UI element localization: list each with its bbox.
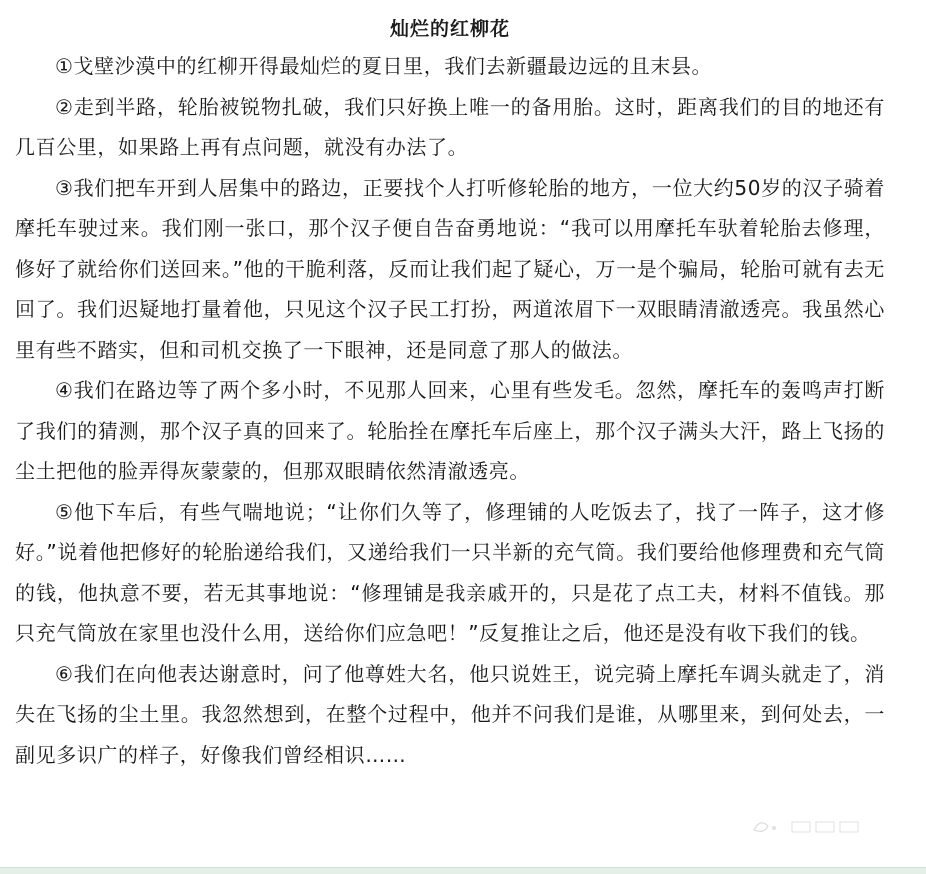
paragraph-3: ③我们把车开到人居集中的路边，正要找个人打听修轮胎的地方，一位大约50岁的汉子骑着摩托车驶过来。我们刚一张口，那个汉子便自告奋勇地说：“我可以用摩托车驮着轮胎去修理，修好了就给你们送回来。”他的干脆利落，反而让我们起了疑心，万一是个骗局，轮胎可就有去无回了。我们迟疑地打量着他，只见这个汉子民工打扮，两道浓眉下一双眼睛清澈透亮。我虽然心里有些不踏实，但和司机交换了一下眼神，还是同意了那人的做法。 xyxy=(15,175,885,362)
paragraph-1: ①戈壁沙漠中的红柳开得最灿烂的夏日里，我们去新疆最边远的且末县。 xyxy=(55,54,713,78)
article-title: 灿烂的红柳花 xyxy=(389,18,510,40)
article xyxy=(15,14,885,775)
paragraph-2: ②走到半路，轮胎被锐物扎破，我们只好换上唯一的备用胎。这时，距离我们的目的地还有几百公里，如果路上再有点问题，就没有办法了。 xyxy=(15,94,885,159)
watermark-logo xyxy=(748,812,878,840)
bottom-divider xyxy=(0,867,926,874)
paragraph-6: ⑥我们在向他表达谢意时，问了他尊姓大名，他只说姓王，说完骑上摩托车调头就走了，消失在飞扬的尘土里。我忽然想到，在整个过程中，他并不问我们是谁，从哪里来，到何处去，一副见多识广的样子，好像我们曾经相识…… xyxy=(15,661,885,767)
paragraph-4: ④我们在路边等了两个多小时，不见那人回来，心里有些发毛。忽然，摩托车的轰鸣声打断了我们的猜测，那个汉子真的回来了。轮胎拴在摩托车后座上，那个汉子满头大汗，路上飞扬的尘土把他的脸弄得灰蒙蒙的，但那双眼睛依然清澈透亮。 xyxy=(15,378,885,483)
paragraph-5: ⑤他下车后，有些气喘地说；“让你们久等了，修理铺的人吃饭去了，找了一阵子，这才修好。”说着他把修好的轮胎递给我们，又递给我们一只半新的充气筒。我们要给他修理费和充气筒的钱，他执意不要，若无其事地说：“修理铺是我亲戚开的，只是花了点工夫，材料不值钱。那只充气筒放在家里也没什么用，送给你们应急吧！”反复推让之后，他还是没有收下我们的钱。 xyxy=(15,499,885,645)
